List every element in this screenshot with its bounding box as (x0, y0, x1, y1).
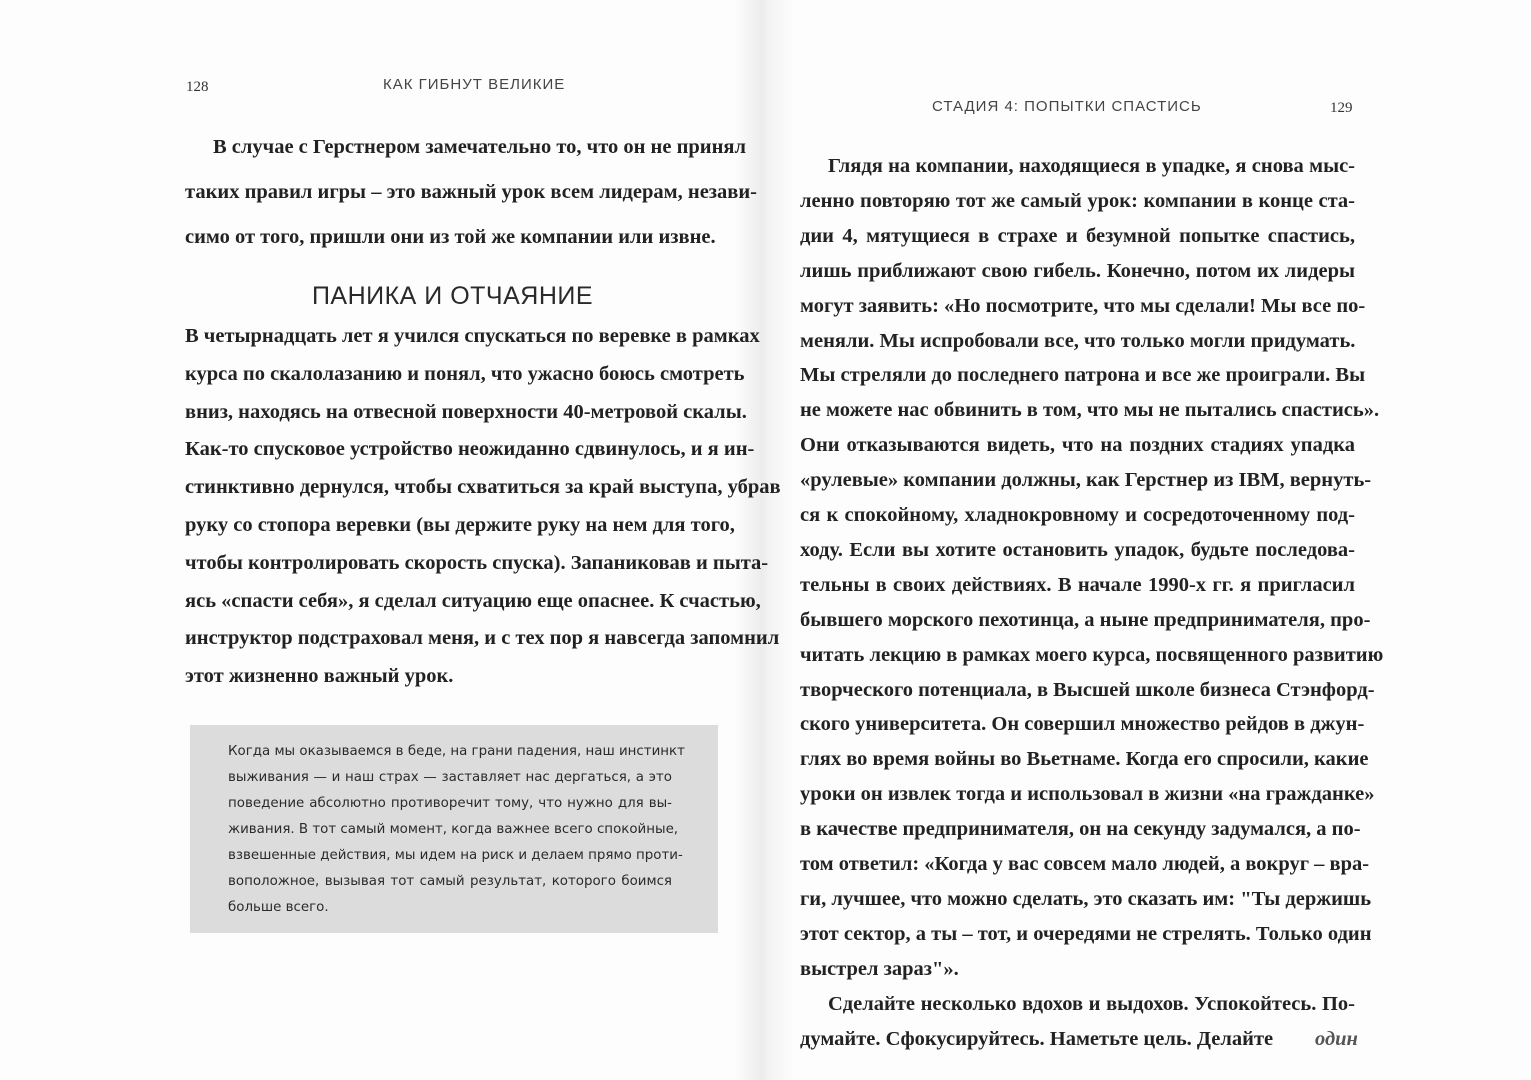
page-number: 128 (186, 79, 209, 95)
text-line: В четырнадцать лет я учился спускаться по веревке в рамках (185, 325, 760, 347)
text-line: могут заявить: «Но посмотрите, что мы сделали! Мы все по- (800, 294, 1366, 317)
text-line: ги, лучшее, что можно сделать, это сказать им: "Ты держишь (800, 887, 1372, 910)
running-head: КАК ГИБНУТ ВЕЛИКИЕ (383, 76, 566, 93)
text-line: том ответил: «Когда у вас совсем мало людей, а вокруг – вра- (800, 853, 1370, 875)
text-line: думайте. Сфокусируйтесь. Наметьте цель. Делайте (800, 1027, 1274, 1050)
text-line: живания. В тот самый момент, когда важнее всего спокойные, (228, 822, 679, 837)
text-line: бывшего морского пехотинца, а ныне предпринимателя, про- (800, 608, 1371, 631)
text-line: воположное, вызывая тот самый результат, которого боимся (228, 874, 672, 889)
running-head: СТАДИЯ 4: ПОПЫТКИ СПАСТИСЬ (932, 98, 1202, 115)
text-line: выживания — и наш страх — заставляет нас дергаться, а это (228, 770, 672, 785)
text-line: Сделайте несколько вдохов и выдохов. Успокойтесь. По- (828, 992, 1355, 1015)
text-line: этот сектор, а ты – тот, и очередями не стрелять. Только один (800, 922, 1372, 945)
text-line: Когда мы оказываемся в беде, на грани падения, наш инстинкт (228, 744, 685, 759)
text-line: ленно повторяю тот же самый урок: компании в конце ста- (800, 189, 1355, 212)
italic-word: один (1315, 1027, 1358, 1050)
text-line: таких правил игры – это важный урок всем лидерам, незави- (185, 181, 757, 203)
text-line: меняли. Мы испробовали все, что только могли придумать. (800, 329, 1356, 352)
text-line: больше всего. (228, 900, 329, 915)
text-line: ходу. Если вы хотите остановить упадок, будьте последова- (800, 538, 1355, 561)
text-line: Они отказываются видеть, что на поздних стадиях упадка (800, 434, 1355, 457)
text-line: Как-то спусковое устройство неожиданно сдвинулось, и я ин- (185, 438, 755, 461)
text-line: Глядя на компании, находящиеся в упадке, я снова мыс- (828, 155, 1355, 177)
text-line: выстрел зараз"». (800, 957, 959, 980)
text-line: симо от того, пришли они из той же компании или извне. (185, 226, 716, 248)
text-line: ся к спокойному, хладнокровному и сосредоточенному под- (800, 504, 1355, 526)
text-line: творческого потенциала, в Высшей школе бизнеса Стэнфорд- (800, 678, 1375, 701)
text-line: в качестве предпринимателя, он на секунду задумался, а по- (800, 818, 1361, 841)
text-line: этот жизненно важный урок. (185, 665, 454, 688)
text-line: Мы стреляли до последнего патрона и все же проиграли. Вы (800, 364, 1366, 387)
text-line: уроки он извлек тогда и использовал в жизни «на гражданке» (800, 783, 1375, 806)
text-line: стинктивно дернулся, чтобы схватиться за край выступа, убрав (185, 476, 781, 499)
text-line: вниз, находясь на отвесной поверхности 40-метровой скалы. (185, 400, 747, 423)
text-line: «рулевые» компании должны, как Герстнер из IBM, вернуть- (800, 469, 1372, 492)
text-line: лишь приближают свою гибель. Конечно, потом их лидеры (800, 259, 1355, 282)
text-line: инструктор подстраховал меня, и с тех пор я навсегда запомнил (185, 627, 780, 650)
text-line: курса по скалолазанию и понял, что ужасно боюсь смотреть (185, 362, 745, 385)
text-line: глях во время войны во Вьетнаме. Когда его спросили, какие (800, 748, 1369, 771)
text-line: тельны в своих действиях. В начале 1990-х гг. я пригласил (800, 573, 1355, 596)
text-line: руку со стопора веревки (вы держите руку на нем для того, (185, 514, 735, 536)
text-line: читать лекцию в рамках моего курса, посвященного развитию (800, 643, 1384, 666)
text-line: В случае с Герстнером замечательно то, что он не принял (213, 136, 747, 158)
section-heading: ПАНИКА И ОТЧАЯНИЕ (311, 282, 594, 310)
callout-box (190, 725, 718, 933)
text-line: поведение абсолютно противоречит тому, что нужно для вы- (228, 796, 672, 811)
text-line: чтобы контролировать скорость спуска). Запаниковав и пыта- (185, 551, 769, 574)
text-line: взвешенные действия, мы идем на риск и делаем прямо проти- (228, 848, 683, 863)
text-line: ского университета. Он совершил множество рейдов в джун- (800, 713, 1365, 736)
text-line: ясь «спасти себя», я сделал ситуацию еще опаснее. К счастью, (185, 589, 761, 612)
text-line: дии 4, мятущиеся в страхе и безумной попытке спастись, (800, 224, 1355, 247)
text-line: не можете нас обвинить в том, что мы не пытались спастись». (800, 399, 1380, 422)
right-page (770, 0, 1531, 1080)
page-number: 129 (1330, 100, 1353, 116)
